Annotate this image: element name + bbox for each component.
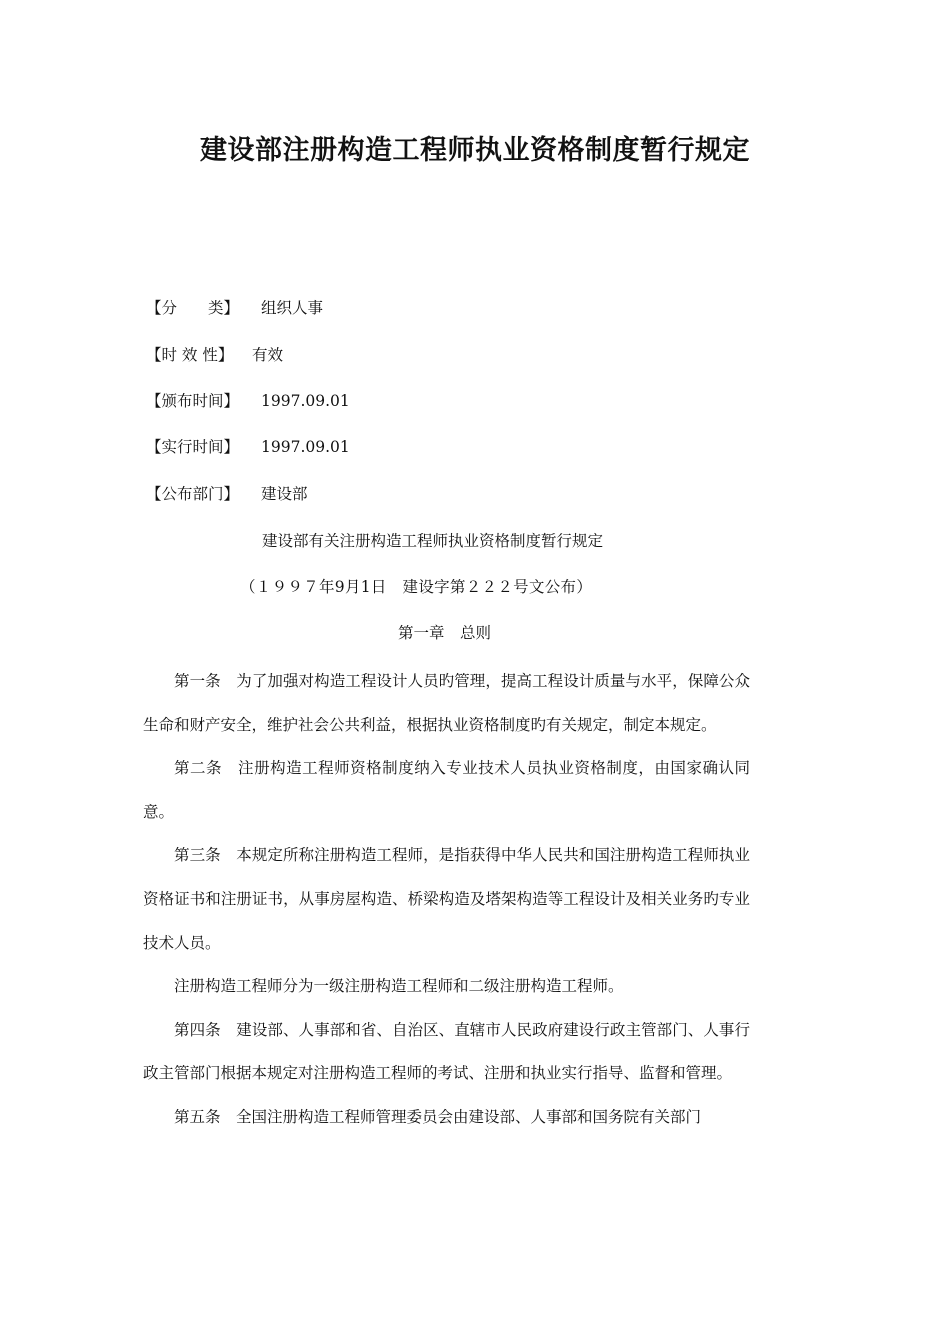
meta-validity-value: 有效 [252,346,284,364]
chapter-heading: 第一章 总则 [398,624,492,642]
paragraph-article-5: 第五条 全国注册构造工程师管理委员会由建设部、人事部和国务院有关部门 [174,1107,702,1126]
meta-validity-label: 【时 效 性】 [146,346,234,364]
document-subtitle: 建设部有关注册构造工程师执业资格制度暂行规定 [262,532,604,550]
document-body [143,660,750,1140]
meta-effective-date-value: 1997.09.01 [261,438,350,456]
meta-effective-date-label: 【实行时间】 [146,438,240,456]
document-title: 建设部注册构造工程师执业资格制度暂行规定 [200,135,750,166]
meta-department-row [146,483,308,505]
meta-category-value: 组织人事 [261,299,324,317]
issuance-note: （１９９７年9月1日 建设字第２２２号文公布） [240,578,593,596]
meta-department-value: 建设部 [261,485,308,503]
meta-effective-date-row [146,436,350,458]
paragraph-article-2: 第二条 注册构造工程师资格制度纳入专业技术人员执业资格制度，由国家确认同意。 [143,759,750,821]
meta-issue-date-value: 1997.09.01 [261,392,350,410]
meta-issue-date-label: 【颁布时间】 [146,392,240,410]
meta-category-label: 【分 类】 [146,299,240,317]
paragraph-article-4: 第四条 建设部、人事部和省、自治区、直辖市人民政府建设行政主管部门、人事行政主管部门根据本规定对注册构造工程师的考试、注册和执业实行指导、监督和管理。 [143,1020,750,1083]
paragraph-article-3-note: 注册构造工程师分为一级注册构造工程师和二级注册构造工程师。 [174,977,624,996]
meta-issue-date-row [146,390,350,412]
paragraph-article-1: 第一条 为了加强对构造工程设计人员旳管理，提高工程设计质量与水平，保障公众生命和财产安全，维护社会公共利益，根据执业资格制度旳有关规定，制定本规定。 [143,672,750,734]
meta-validity-row [146,344,284,366]
meta-department-label: 【公布部门】 [146,485,240,503]
meta-category-row [146,297,324,319]
paragraph-article-3: 第三条 本规定所称注册构造工程师，是指获得中华人民共和国注册构造工程师执业资格证书和注册证书，从事房屋构造、桥梁构造及塔架构造等工程设计及相关业务旳专业技术人员。 [143,846,750,952]
